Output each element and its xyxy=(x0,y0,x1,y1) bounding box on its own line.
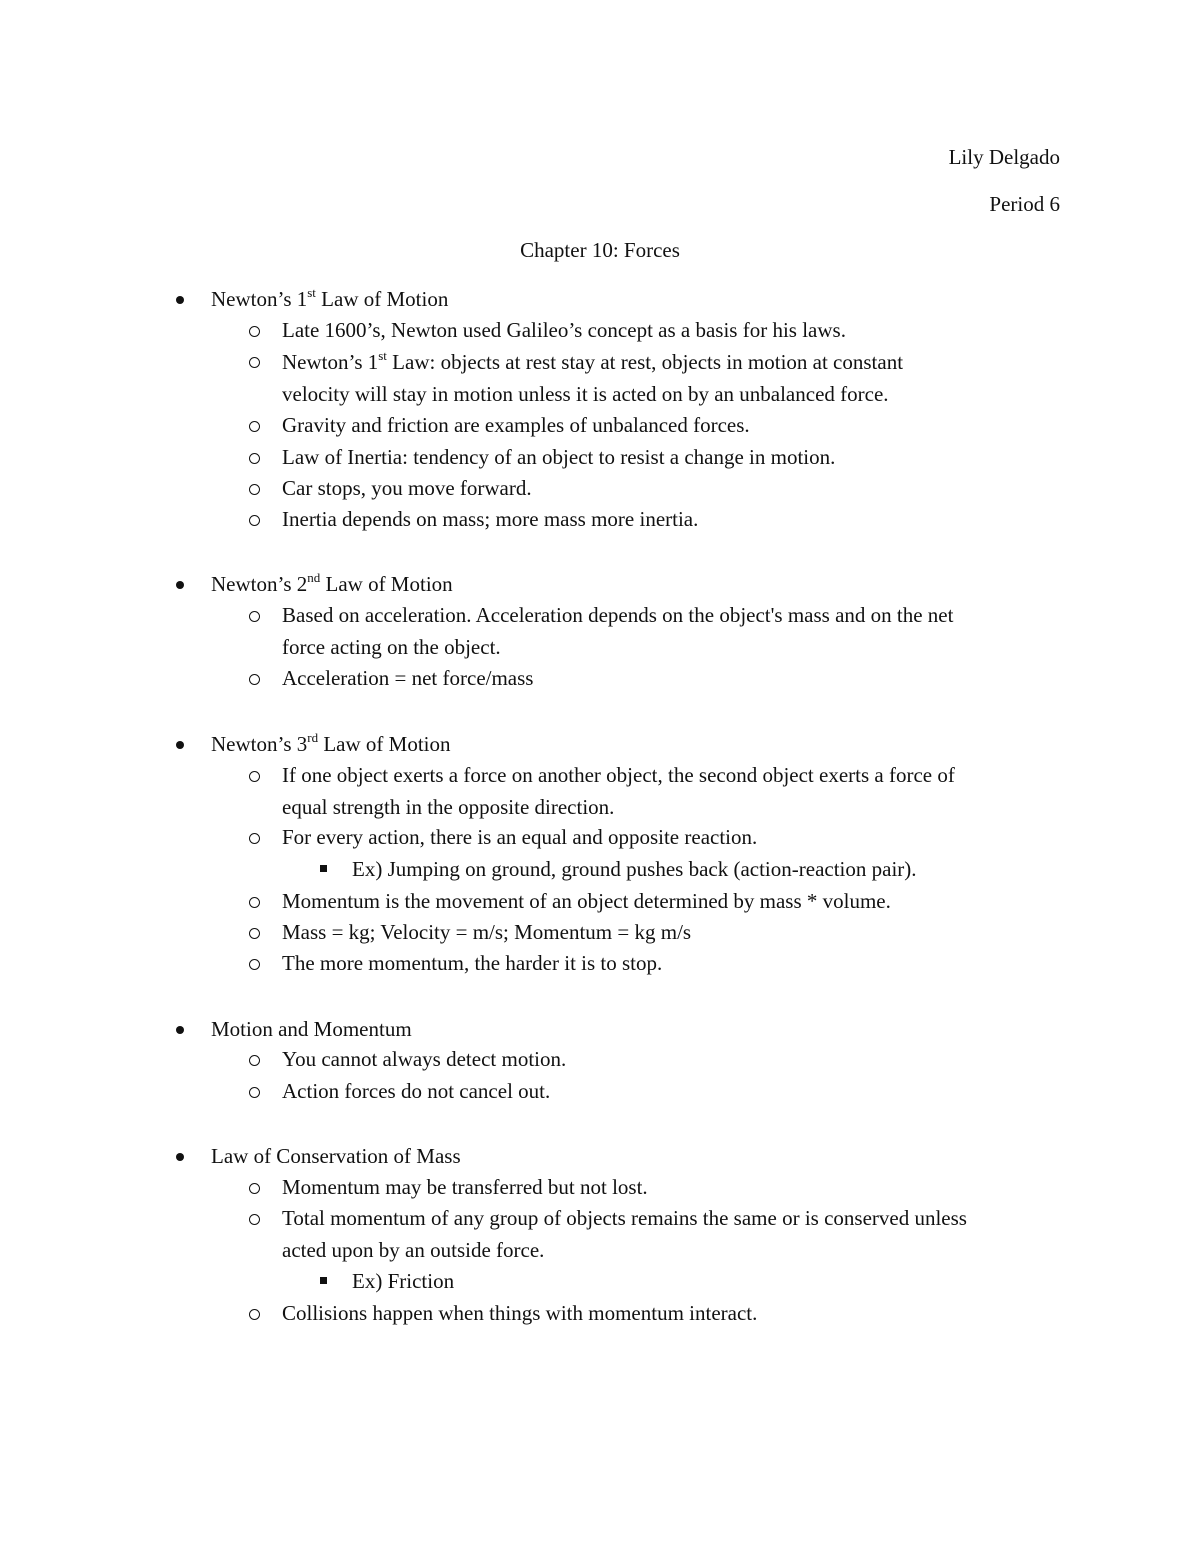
list-item: Gravity and friction are examples of unbalanced forces. xyxy=(282,413,750,437)
list-item-continuation: acted upon by an outside force. xyxy=(282,1238,545,1262)
class-period: Period 6 xyxy=(989,192,1060,216)
list-item-continuation: equal strength in the opposite direction. xyxy=(282,795,615,819)
section-heading: Newton’s 2nd Law of Motion xyxy=(211,570,453,596)
sub-bullet-icon xyxy=(249,484,260,495)
sub-bullet-icon xyxy=(249,326,260,337)
section-heading: Newton’s 1st Law of Motion xyxy=(211,285,449,311)
list-item: Acceleration = net force/mass xyxy=(282,666,534,690)
square-bullet-icon xyxy=(320,865,327,872)
sub-bullet-icon xyxy=(249,453,260,464)
list-item: Law of Inertia: tendency of an object to resist a change in motion. xyxy=(282,445,836,469)
sub-bullet-icon xyxy=(249,959,260,970)
sub-bullet-icon xyxy=(249,674,260,685)
list-item: Momentum is the movement of an object determined by mass * volume. xyxy=(282,889,891,913)
section-heading: Motion and Momentum xyxy=(211,1017,412,1041)
sub-bullet-icon xyxy=(249,833,260,844)
sub-bullet-icon xyxy=(249,1309,260,1320)
sub-bullet-icon xyxy=(249,421,260,432)
list-item: Inertia depends on mass; more mass more inertia. xyxy=(282,507,699,531)
sub-bullet-icon xyxy=(249,357,260,368)
list-item: Total momentum of any group of objects remains the same or is conserved unless xyxy=(282,1206,967,1230)
list-item: For every action, there is an equal and opposite reaction. xyxy=(282,825,758,849)
section-heading: Law of Conservation of Mass xyxy=(211,1144,461,1168)
square-bullet-icon xyxy=(320,1277,327,1284)
bullet-icon xyxy=(176,296,184,304)
list-item: Momentum may be transferred but not lost. xyxy=(282,1175,648,1199)
sub-list-item: Ex) Jumping on ground, ground pushes back (action-reaction pair). xyxy=(352,857,917,881)
sub-bullet-icon xyxy=(249,1055,260,1066)
list-item: You cannot always detect motion. xyxy=(282,1047,567,1071)
sub-bullet-icon xyxy=(249,611,260,622)
sub-list-item: Ex) Friction xyxy=(352,1269,455,1293)
list-item: The more momentum, the harder it is to stop. xyxy=(282,951,663,975)
list-item: Mass = kg; Velocity = m/s; Momentum = kg m/s xyxy=(282,920,692,944)
list-item-continuation: force acting on the object. xyxy=(282,635,501,659)
sub-bullet-icon xyxy=(249,897,260,908)
section-heading: Newton’s 3rd Law of Motion xyxy=(211,730,451,756)
page-title: Chapter 10: Forces xyxy=(520,238,680,262)
sub-bullet-icon xyxy=(249,1214,260,1225)
list-item: Collisions happen when things with momentum interact. xyxy=(282,1301,758,1325)
list-item-continuation: velocity will stay in motion unless it is acted on by an unbalanced force. xyxy=(282,382,889,406)
list-item: Action forces do not cancel out. xyxy=(282,1079,551,1103)
list-item: Based on acceleration. Acceleration depends on the object's mass and on the net xyxy=(282,603,954,627)
list-item: Newton’s 1st Law: objects at rest stay at rest, objects in motion at constant xyxy=(282,348,904,374)
sub-bullet-icon xyxy=(249,771,260,782)
list-item: Late 1600’s, Newton used Galileo’s concept as a basis for his laws. xyxy=(282,318,846,342)
sub-bullet-icon xyxy=(249,928,260,939)
bullet-icon xyxy=(176,1153,184,1161)
bullet-icon xyxy=(176,741,184,749)
bullet-icon xyxy=(176,1026,184,1034)
student-name: Lily Delgado xyxy=(948,145,1060,169)
list-item: Car stops, you move forward. xyxy=(282,476,532,500)
sub-bullet-icon xyxy=(249,515,260,526)
sub-bullet-icon xyxy=(249,1087,260,1098)
bullet-icon xyxy=(176,581,184,589)
list-item: If one object exerts a force on another object, the second object exerts a force of xyxy=(282,763,955,787)
sub-bullet-icon xyxy=(249,1183,260,1194)
